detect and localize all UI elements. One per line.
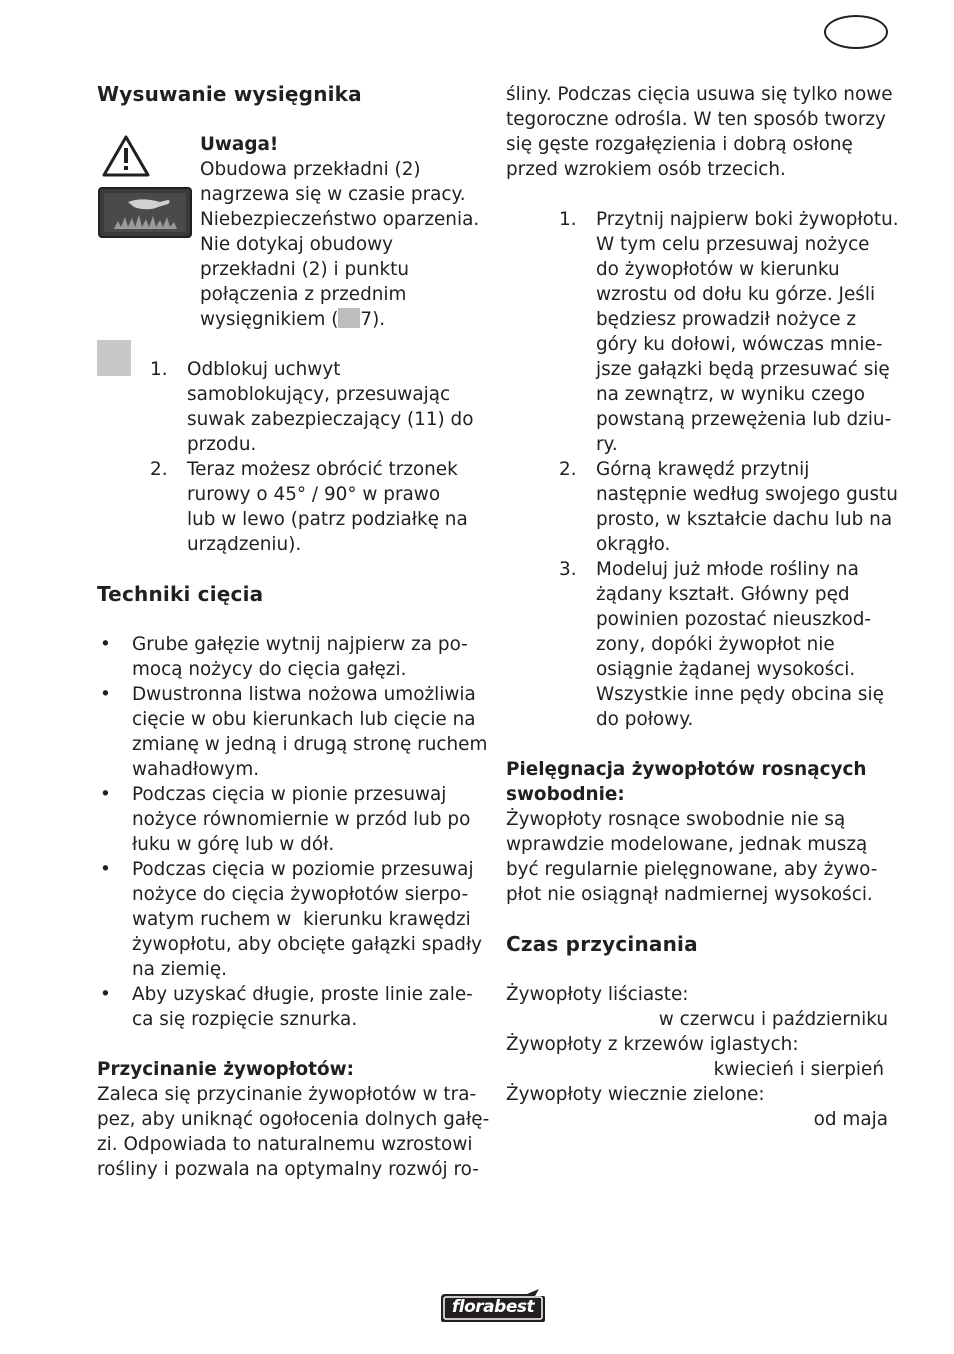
step-text-line: do żywopłotów w kierunku [596,259,840,280]
step-text-line: będziesz prowadził nożyce z [596,309,857,330]
step-text-line: Odblokuj uchwyt [187,359,341,380]
step-text-line: osiągnie żądanej wysokości. [596,659,856,680]
warning-text-last-line [200,307,385,332]
trim-time-label: Żywopłoty liściaste: [506,984,689,1005]
figure-reference-icon [338,308,360,328]
step-text-line: Modeluj już młode rośliny na [596,559,859,580]
bullet-text-line: na ziemię. [132,959,228,980]
step-text-line: góry ku dołowi, wówczas mnie- [596,334,883,355]
warning-text-part: wysięgnikiem ( [200,309,339,330]
florabest-logo [439,1288,547,1324]
paragraph-line: rośliny i pozwala na optymalny rozwój ro- [97,1159,479,1180]
bullet-icon: • [100,684,111,705]
step-number: 2. [150,459,168,480]
warning-triangle-icon [102,135,150,177]
step-text-line: powinien pozostać nieuszkod- [596,609,872,630]
warning-text-part: 7). [360,309,386,330]
step-text-line: suwak zabezpieczający (11) do [187,409,474,430]
step-text-line: na zewnątrz, w wyniku czego [596,384,865,405]
paragraph-line: płot nie osiągnął nadmiernej wysokości. [506,884,873,905]
warning-text-line: Obudowa przekładni (2) [200,159,421,180]
paragraph-line: przed wzrokiem osób trzecich. [506,159,786,180]
step-number: 1. [559,209,577,230]
step-text-line: urządzeniu). [187,534,302,555]
heading-cutting-techniques: Techniki cięcia [97,582,264,606]
paragraph-line: się gęste rozgałęzienia i dobrą osłonę [506,134,853,155]
step-text-line: Wszystkie inne pędy obcina się [596,684,884,705]
step-text-line: Górną krawędź przytnij [596,459,810,480]
warning-text-line: połączenia z przednim [200,284,407,305]
step-marker-box [97,340,131,376]
bullet-text-line: Dwustronna listwa nożowa umożliwia [132,684,476,705]
step-text-line: wzrostu od dołu ku górze. Jeśli [596,284,876,305]
warning-title: Uwaga! [200,134,279,155]
bullet-text-line: wahadłowym. [132,759,260,780]
step-text-line: żądany kształt. Główny pęd [596,584,850,605]
heading-trimming-time: Czas przycinania [506,932,698,956]
paragraph-line: zi. Odpowiada to naturalnemu wzrostowi [97,1134,473,1155]
heading-boom-extension: Wysuwanie wysięgnika [97,82,362,106]
hot-surface-hand-icon [98,187,192,238]
step-text-line: lub w lewo (patrz podziałkę na [187,509,468,530]
bullet-text-line: żywopłotu, aby obcięte gałązki spadły [132,934,483,955]
paragraph-line: wprawdzie modelowane, jednak muszą [506,834,868,855]
paragraph-line: tegoroczne odrośla. W ten sposób tworzy [506,109,886,130]
warning-text-line: Nie dotykaj obudowy [200,234,394,255]
warning-text-line: Niebezpieczeństwo oparzenia. [200,209,480,230]
bullet-text-line: Podczas cięcia w pionie przesuwaj [132,784,447,805]
bullet-icon: • [100,984,111,1005]
trim-time-value: kwiecień i sierpień [713,1059,884,1080]
subheading-freegrowing-hedges: Pielęgnacja żywopłotów rosnących [506,759,867,780]
step-number: 2. [559,459,577,480]
step-text-line: W tym celu przesuwaj nożyce [596,234,870,255]
trim-time-label: Żywopłoty wiecznie zielone: [506,1084,765,1105]
step-text-line: jsze gałązki będą przesuwać się [596,359,890,380]
step-text-line: Teraz możesz obrócić trzonek [187,459,458,480]
paragraph-line: pez, aby uniknąć ogołocenia dolnych gałę- [97,1109,490,1130]
language-badge [824,15,888,49]
step-number: 3. [559,559,577,580]
warning-text-line: nagrzewa się w czasie pracy. [200,184,466,205]
step-text-line: powstaną przewężenia lub dziu- [596,409,892,430]
warning-text-line: przekładni (2) i punktu [200,259,409,280]
subheading-freegrowing-hedges: swobodnie: [506,784,625,805]
bullet-text-line: zmianę w jedną i drugą stronę ruchem [132,734,488,755]
step-text-line: do połowy. [596,709,694,730]
paragraph-line: Zaleca się przycinanie żywopłotów w tra- [97,1084,477,1105]
bullet-text-line: cięcie w obu kierunkach lub cięcie na [132,709,476,730]
bullet-icon: • [100,859,111,880]
bullet-text-line: nożyce równomiernie w przód lub po [132,809,471,830]
bullet-text-line: Aby uzyskać długie, proste linie zale- [132,984,473,1005]
bullet-text-line: watym ruchem w kierunku krawędzi [132,909,471,930]
step-text-line: ry. [596,434,618,455]
step-text-line: rurowy o 45° / 90° w prawo [187,484,441,505]
step-text-line: następnie według swojego gustu [596,484,898,505]
paragraph-line: śliny. Podczas cięcia usuwa się tylko nowe [506,84,893,105]
subheading-hedge-trimming: Przycinanie żywopłotów: [97,1059,354,1080]
step-text-line: przodu. [187,434,257,455]
bullet-icon: • [100,784,111,805]
paragraph-line: być regularnie pielęgnowane, aby żywo- [506,859,878,880]
bullet-text-line: nożyce do cięcia żywopłotów sierpo- [132,884,469,905]
step-text-line: zony, dopóki żywopłot nie [596,634,835,655]
step-text-line: prosto, w kształcie dachu lub na [596,509,893,530]
bullet-text-line: łuku w górę lub w dół. [132,834,335,855]
paragraph-line: Żywopłoty rosnące swobodnie nie są [506,809,846,830]
bullet-text-line: Podczas cięcia w poziomie przesuwaj [132,859,474,880]
bullet-text-line: mocą nożycy do cięcia gałęzi. [132,659,407,680]
bullet-icon: • [100,634,111,655]
step-number: 1. [150,359,168,380]
trim-time-value: od maja [813,1109,888,1130]
bullet-text-line: ca się rozpięcie sznurka. [132,1009,358,1030]
step-text-line: Przytnij najpierw boki żywopłotu. [596,209,899,230]
step-text-line: okrągło. [596,534,671,555]
step-text-line: samoblokujący, przesuwając [187,384,451,405]
bullet-text-line: Grube gałęzie wytnij najpierw za po- [132,634,468,655]
trim-time-value: w czerwcu i październiku [658,1009,888,1030]
logo-text: florabest [451,1297,535,1317]
trim-time-label: Żywopłoty z krzewów iglastych: [506,1034,799,1055]
